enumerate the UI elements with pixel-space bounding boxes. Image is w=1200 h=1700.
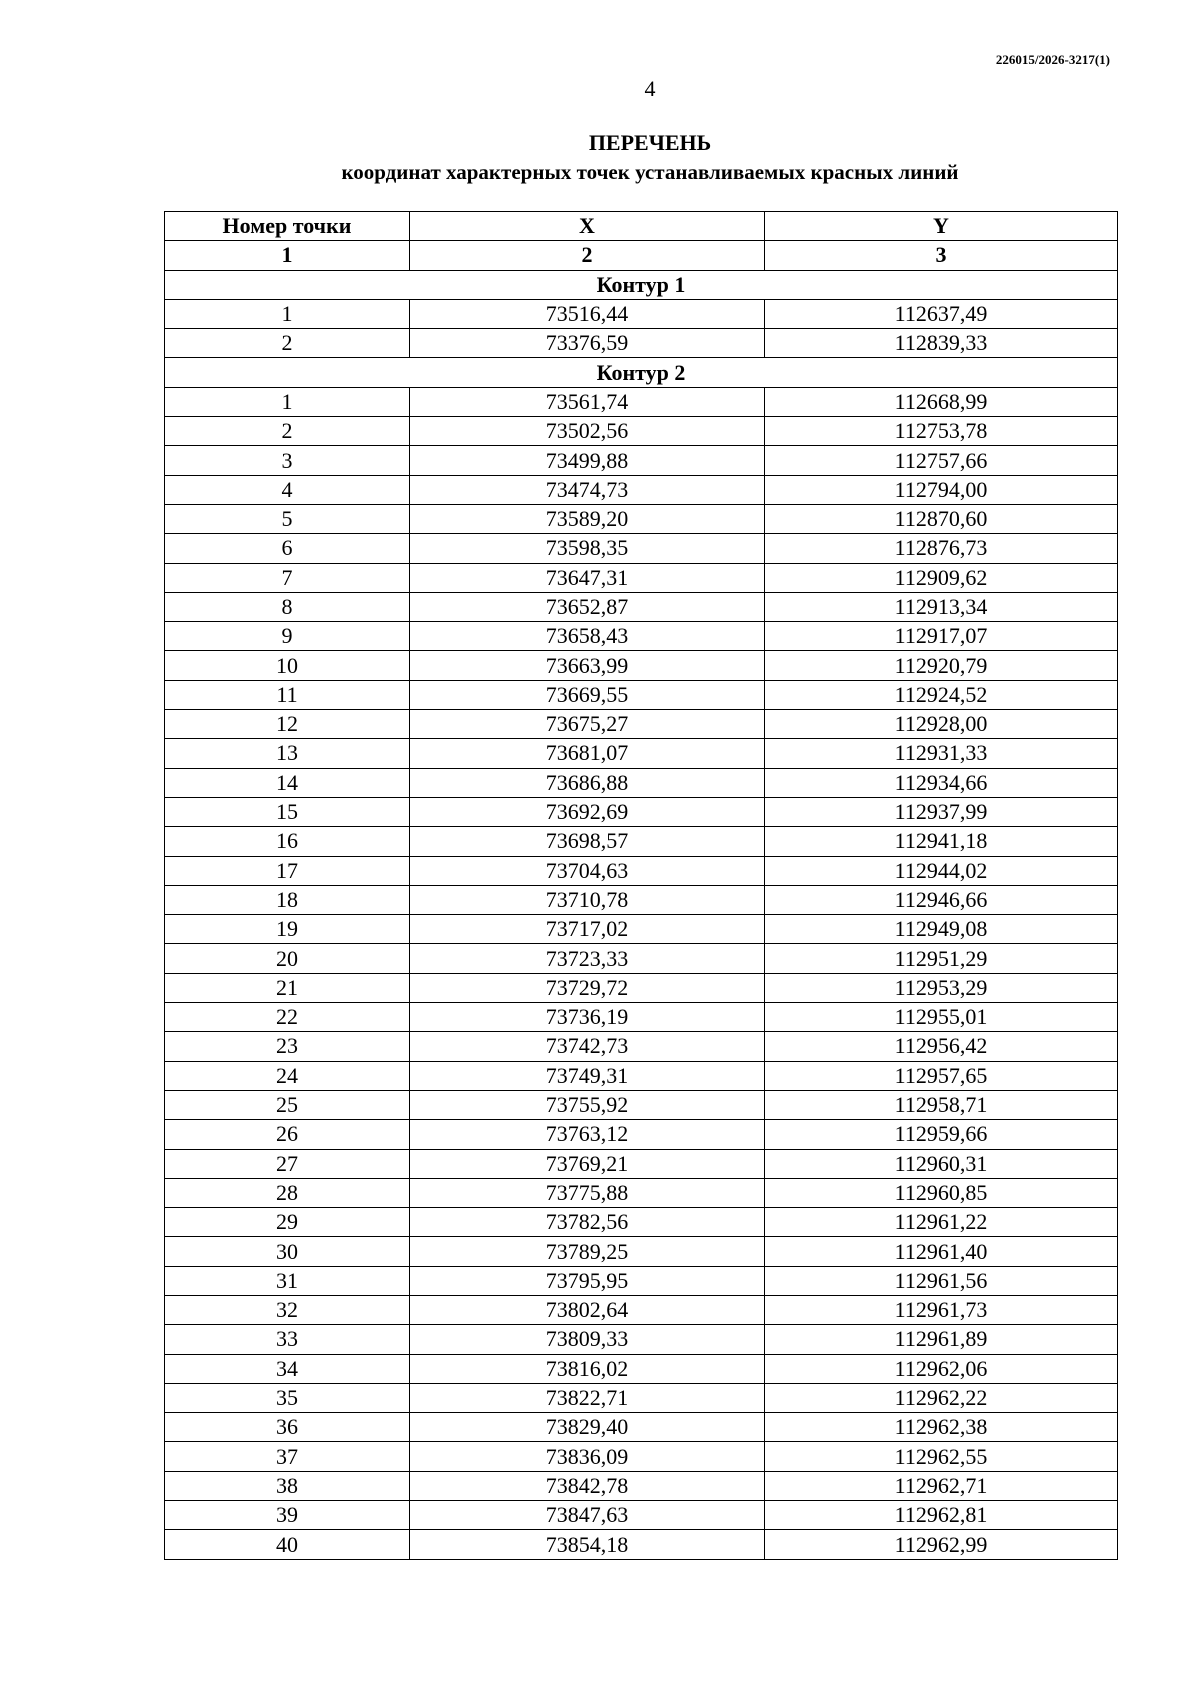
y-coordinate-cell: 112920,79 xyxy=(765,651,1118,680)
table-row xyxy=(165,1208,1118,1237)
point-number-cell: 33 xyxy=(165,1325,410,1354)
y-coordinate-cell: 112909,62 xyxy=(765,563,1118,592)
table-row xyxy=(165,475,1118,504)
table-body xyxy=(165,270,1118,1559)
point-number-cell: 2 xyxy=(165,417,410,446)
y-coordinate-cell: 112668,99 xyxy=(765,387,1118,416)
table-row xyxy=(165,915,1118,944)
point-number-cell: 24 xyxy=(165,1061,410,1090)
point-number-cell: 36 xyxy=(165,1413,410,1442)
y-coordinate-cell: 112870,60 xyxy=(765,504,1118,533)
point-number-cell: 8 xyxy=(165,592,410,621)
point-number-cell: 13 xyxy=(165,739,410,768)
point-number-cell: 22 xyxy=(165,1003,410,1032)
point-number-cell: 27 xyxy=(165,1149,410,1178)
table-row xyxy=(165,1090,1118,1119)
x-coordinate-cell: 73842,78 xyxy=(410,1471,765,1500)
table-row xyxy=(165,1178,1118,1207)
y-coordinate-cell: 112956,42 xyxy=(765,1032,1118,1061)
x-coordinate-cell: 73717,02 xyxy=(410,915,765,944)
x-coordinate-cell: 73795,95 xyxy=(410,1266,765,1295)
point-number-cell: 23 xyxy=(165,1032,410,1061)
y-coordinate-cell: 112955,01 xyxy=(765,1003,1118,1032)
table-row xyxy=(165,1325,1118,1354)
x-coordinate-cell: 73854,18 xyxy=(410,1530,765,1559)
table-row xyxy=(165,973,1118,1002)
point-number-cell: 15 xyxy=(165,797,410,826)
y-coordinate-cell: 112960,31 xyxy=(765,1149,1118,1178)
y-coordinate-cell: 112924,52 xyxy=(765,680,1118,709)
x-coordinate-cell: 73729,72 xyxy=(410,973,765,1002)
table-row xyxy=(165,1061,1118,1090)
x-coordinate-cell: 73681,07 xyxy=(410,739,765,768)
x-coordinate-cell: 73769,21 xyxy=(410,1149,765,1178)
x-coordinate-cell: 73736,19 xyxy=(410,1003,765,1032)
y-coordinate-cell: 112953,29 xyxy=(765,973,1118,1002)
point-number-cell: 3 xyxy=(165,446,410,475)
x-coordinate-cell: 73847,63 xyxy=(410,1501,765,1530)
point-number-cell: 20 xyxy=(165,944,410,973)
point-number-cell: 31 xyxy=(165,1266,410,1295)
point-number-cell: 12 xyxy=(165,710,410,739)
y-coordinate-cell: 112951,29 xyxy=(765,944,1118,973)
y-coordinate-cell: 112934,66 xyxy=(765,768,1118,797)
table-row xyxy=(165,1413,1118,1442)
y-coordinate-cell: 112962,55 xyxy=(765,1442,1118,1471)
y-coordinate-cell: 112944,02 xyxy=(765,856,1118,885)
point-number-cell: 2 xyxy=(165,329,410,358)
x-coordinate-cell: 73692,69 xyxy=(410,797,765,826)
x-coordinate-cell: 73802,64 xyxy=(410,1295,765,1324)
table-row xyxy=(165,1149,1118,1178)
point-number-cell: 16 xyxy=(165,827,410,856)
x-coordinate-cell: 73516,44 xyxy=(410,299,765,328)
x-coordinate-cell: 73669,55 xyxy=(410,680,765,709)
point-number-cell: 19 xyxy=(165,915,410,944)
point-number-cell: 28 xyxy=(165,1178,410,1207)
contour-row xyxy=(165,358,1118,387)
y-coordinate-cell: 112962,06 xyxy=(765,1354,1118,1383)
table-row xyxy=(165,563,1118,592)
column-number-row xyxy=(165,241,1118,270)
point-number-cell: 25 xyxy=(165,1090,410,1119)
contour-row xyxy=(165,270,1118,299)
table-row xyxy=(165,417,1118,446)
y-coordinate-cell: 112928,00 xyxy=(765,710,1118,739)
table-row xyxy=(165,680,1118,709)
table-row xyxy=(165,1471,1118,1500)
x-coordinate-cell: 73658,43 xyxy=(410,622,765,651)
column-header-y: Y xyxy=(765,212,1118,241)
table-row xyxy=(165,1237,1118,1266)
x-coordinate-cell: 73663,99 xyxy=(410,651,765,680)
table-row xyxy=(165,944,1118,973)
x-coordinate-cell: 73829,40 xyxy=(410,1413,765,1442)
table-row xyxy=(165,1266,1118,1295)
x-coordinate-cell: 73376,59 xyxy=(410,329,765,358)
table-row xyxy=(165,534,1118,563)
y-coordinate-cell: 112757,66 xyxy=(765,446,1118,475)
y-coordinate-cell: 112962,99 xyxy=(765,1530,1118,1559)
table-row xyxy=(165,1032,1118,1061)
table-row xyxy=(165,1530,1118,1559)
x-coordinate-cell: 73704,63 xyxy=(410,856,765,885)
point-number-cell: 30 xyxy=(165,1237,410,1266)
x-coordinate-cell: 73789,25 xyxy=(410,1237,765,1266)
table-row xyxy=(165,885,1118,914)
y-coordinate-cell: 112961,56 xyxy=(765,1266,1118,1295)
y-coordinate-cell: 112961,22 xyxy=(765,1208,1118,1237)
x-coordinate-cell: 73742,73 xyxy=(410,1032,765,1061)
point-number-cell: 35 xyxy=(165,1383,410,1412)
y-coordinate-cell: 112941,18 xyxy=(765,827,1118,856)
table-row xyxy=(165,329,1118,358)
y-coordinate-cell: 112794,00 xyxy=(765,475,1118,504)
table-row xyxy=(165,1003,1118,1032)
table-row xyxy=(165,651,1118,680)
column-header-point-number: Номер точки xyxy=(165,212,410,241)
point-number-cell: 6 xyxy=(165,534,410,563)
x-coordinate-cell: 73499,88 xyxy=(410,446,765,475)
page-subtitle: координат характерных точек устанавливаемых красных линий xyxy=(341,160,959,184)
y-coordinate-cell: 112913,34 xyxy=(765,592,1118,621)
y-coordinate-cell: 112961,89 xyxy=(765,1325,1118,1354)
y-coordinate-cell: 112931,33 xyxy=(765,739,1118,768)
y-coordinate-cell: 112962,38 xyxy=(765,1413,1118,1442)
table-row xyxy=(165,387,1118,416)
table-row xyxy=(165,797,1118,826)
y-coordinate-cell: 112839,33 xyxy=(765,329,1118,358)
y-coordinate-cell: 112962,71 xyxy=(765,1471,1118,1500)
point-number-cell: 11 xyxy=(165,680,410,709)
page-title: ПЕРЕЧЕНЬ xyxy=(588,130,712,155)
column-number: 3 xyxy=(765,241,1118,270)
x-coordinate-cell: 73809,33 xyxy=(410,1325,765,1354)
y-coordinate-cell: 112960,85 xyxy=(765,1178,1118,1207)
point-number-cell: 9 xyxy=(165,622,410,651)
table-row xyxy=(165,1383,1118,1412)
coordinates-table xyxy=(164,211,1118,1560)
y-coordinate-cell: 112937,99 xyxy=(765,797,1118,826)
table-row xyxy=(165,622,1118,651)
point-number-cell: 37 xyxy=(165,1442,410,1471)
x-coordinate-cell: 73652,87 xyxy=(410,592,765,621)
point-number-cell: 1 xyxy=(165,299,410,328)
y-coordinate-cell: 112753,78 xyxy=(765,417,1118,446)
table-row xyxy=(165,856,1118,885)
x-coordinate-cell: 73749,31 xyxy=(410,1061,765,1090)
table-row xyxy=(165,1442,1118,1471)
y-coordinate-cell: 112959,66 xyxy=(765,1120,1118,1149)
point-number-cell: 7 xyxy=(165,563,410,592)
column-number: 1 xyxy=(165,241,410,270)
point-number-cell: 1 xyxy=(165,387,410,416)
x-coordinate-cell: 73675,27 xyxy=(410,710,765,739)
y-coordinate-cell: 112637,49 xyxy=(765,299,1118,328)
point-number-cell: 40 xyxy=(165,1530,410,1559)
y-coordinate-cell: 112957,65 xyxy=(765,1061,1118,1090)
x-coordinate-cell: 73710,78 xyxy=(410,885,765,914)
table-row xyxy=(165,1501,1118,1530)
y-coordinate-cell: 112961,73 xyxy=(765,1295,1118,1324)
document-number: 226015/2026-3217(1) xyxy=(995,52,1110,67)
x-coordinate-cell: 73816,02 xyxy=(410,1354,765,1383)
x-coordinate-cell: 73755,92 xyxy=(410,1090,765,1119)
y-coordinate-cell: 112917,07 xyxy=(765,622,1118,651)
point-number-cell: 18 xyxy=(165,885,410,914)
x-coordinate-cell: 73474,73 xyxy=(410,475,765,504)
table-row xyxy=(165,827,1118,856)
column-header-x: X xyxy=(410,212,765,241)
y-coordinate-cell: 112876,73 xyxy=(765,534,1118,563)
contour-label: Контур 2 xyxy=(165,358,1118,387)
point-number-cell: 34 xyxy=(165,1354,410,1383)
point-number-cell: 26 xyxy=(165,1120,410,1149)
x-coordinate-cell: 73598,35 xyxy=(410,534,765,563)
table-row xyxy=(165,710,1118,739)
point-number-cell: 10 xyxy=(165,651,410,680)
table-row xyxy=(165,739,1118,768)
table-row xyxy=(165,768,1118,797)
table-row xyxy=(165,504,1118,533)
table-row xyxy=(165,299,1118,328)
x-coordinate-cell: 73723,33 xyxy=(410,944,765,973)
point-number-cell: 29 xyxy=(165,1208,410,1237)
y-coordinate-cell: 112962,81 xyxy=(765,1501,1118,1530)
point-number-cell: 14 xyxy=(165,768,410,797)
contour-label: Контур 1 xyxy=(165,270,1118,299)
x-coordinate-cell: 73561,74 xyxy=(410,387,765,416)
x-coordinate-cell: 73502,56 xyxy=(410,417,765,446)
page-number: 4 xyxy=(644,76,656,101)
point-number-cell: 32 xyxy=(165,1295,410,1324)
point-number-cell: 39 xyxy=(165,1501,410,1530)
y-coordinate-cell: 112949,08 xyxy=(765,915,1118,944)
point-number-cell: 38 xyxy=(165,1471,410,1500)
x-coordinate-cell: 73822,71 xyxy=(410,1383,765,1412)
table-header-row xyxy=(165,212,1118,241)
table-row xyxy=(165,1120,1118,1149)
table-row xyxy=(165,1295,1118,1324)
x-coordinate-cell: 73782,56 xyxy=(410,1208,765,1237)
x-coordinate-cell: 73836,09 xyxy=(410,1442,765,1471)
point-number-cell: 21 xyxy=(165,973,410,1002)
y-coordinate-cell: 112961,40 xyxy=(765,1237,1118,1266)
y-coordinate-cell: 112946,66 xyxy=(765,885,1118,914)
x-coordinate-cell: 73698,57 xyxy=(410,827,765,856)
table-row xyxy=(165,592,1118,621)
x-coordinate-cell: 73686,88 xyxy=(410,768,765,797)
y-coordinate-cell: 112962,22 xyxy=(765,1383,1118,1412)
column-number: 2 xyxy=(410,241,765,270)
table-row xyxy=(165,1354,1118,1383)
point-number-cell: 5 xyxy=(165,504,410,533)
point-number-cell: 4 xyxy=(165,475,410,504)
x-coordinate-cell: 73763,12 xyxy=(410,1120,765,1149)
x-coordinate-cell: 73775,88 xyxy=(410,1178,765,1207)
x-coordinate-cell: 73589,20 xyxy=(410,504,765,533)
x-coordinate-cell: 73647,31 xyxy=(410,563,765,592)
table-row xyxy=(165,446,1118,475)
y-coordinate-cell: 112958,71 xyxy=(765,1090,1118,1119)
point-number-cell: 17 xyxy=(165,856,410,885)
